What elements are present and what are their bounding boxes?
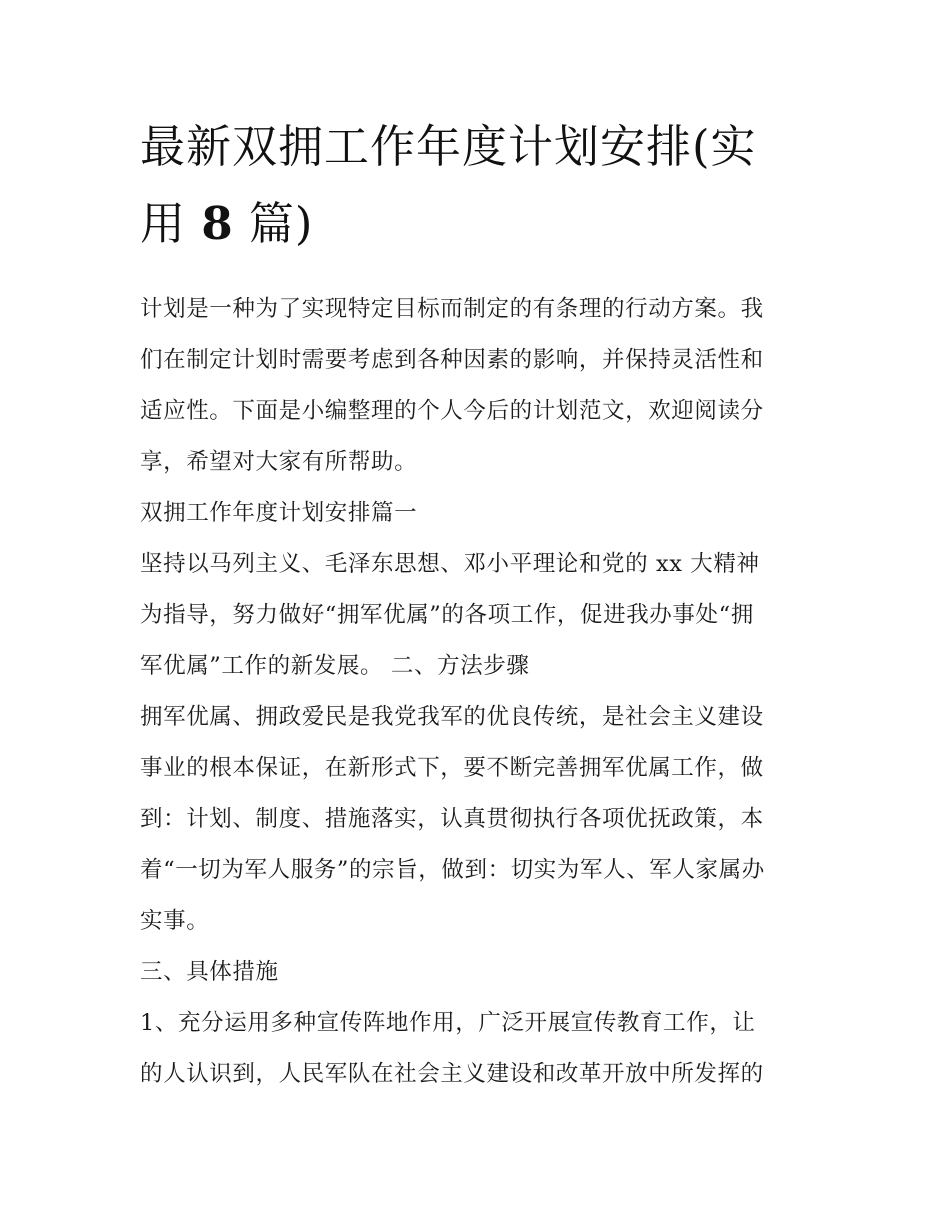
document-title [140, 108, 812, 262]
text-line: 享，希望对大家有所帮助。 [140, 449, 418, 475]
title-line: 用 8 篇) [140, 197, 314, 250]
text-line: 适应性。下面是小编整理的个人今后的计划范文，欢迎阅读分 [140, 398, 764, 424]
text-line: 军优属”工作的新发展。 二、方法步骤 [140, 653, 530, 679]
document-page [140, 108, 812, 1100]
text-line: 拥军优属、拥政爱民是我党我军的优良传统，是社会主义建设 [140, 704, 764, 730]
title-line: 最新双拥工作年度计划安排(实 [140, 120, 757, 173]
text-line: 着“一切为军人服务”的宗旨，做到：切实为军人、军人家属办 [140, 857, 765, 883]
text-line: 的人认识到，人民军队在社会主义建设和改革开放中所发挥的 [140, 1061, 764, 1087]
intro-paragraph [140, 284, 812, 488]
body-paragraph [140, 539, 812, 692]
section-heading [140, 488, 812, 539]
text-line: 实事。 [140, 908, 210, 934]
text-line: 1、充分运用多种宣传阵地作用，广泛开展宣传教育工作，让 [140, 1010, 756, 1036]
text-line: 坚持以马列主义、毛泽东思想、邓小平理论和党的 xx 大精神 [140, 551, 760, 577]
body-paragraph [140, 692, 812, 947]
section-heading [140, 947, 812, 998]
text-line: 双拥工作年度计划安排篇一 [140, 500, 418, 526]
text-line: 为指导，努力做好“拥军优属”的各项工作，促进我办事处“拥 [140, 602, 754, 628]
text-line: 到：计划、制度、措施落实，认真贯彻执行各项优抚政策，本 [140, 806, 764, 832]
text-line: 计划是一种为了实现特定目标而制定的有条理的行动方案。我 [140, 296, 764, 322]
text-line: 三、具体措施 [140, 959, 279, 985]
body-paragraph [140, 998, 812, 1100]
text-line: 们在制定计划时需要考虑到各种因素的影响，并保持灵活性和 [140, 347, 764, 373]
text-line: 事业的根本保证，在新形式下，要不断完善拥军优属工作，做 [140, 755, 764, 781]
